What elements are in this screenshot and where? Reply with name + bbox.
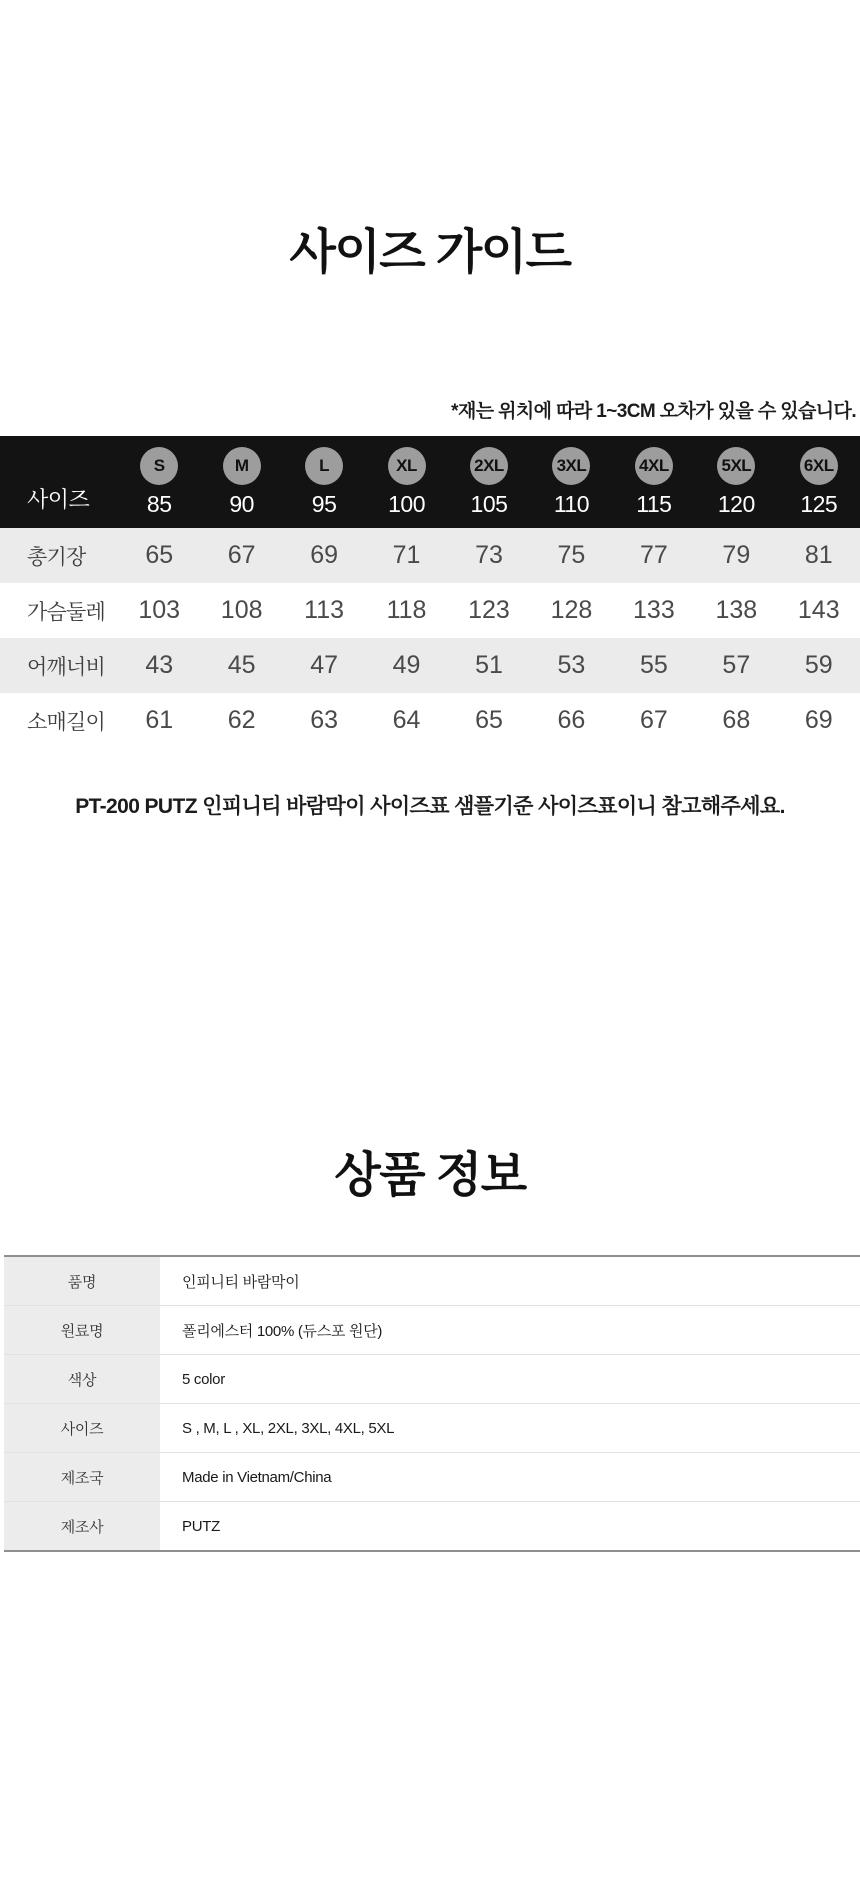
product-row — [4, 1306, 860, 1355]
product-row-label: 제조국 — [4, 1453, 160, 1501]
size-badge-label: L — [319, 456, 330, 475]
size-badge-label: 3XL — [556, 456, 587, 475]
product-row-value: 인피니티 바람막이 — [182, 1273, 300, 1291]
size-number: 100 — [388, 491, 425, 517]
row-value: 68 — [722, 706, 751, 734]
product-row-label: 원료명 — [4, 1306, 160, 1354]
size-number: 115 — [636, 491, 672, 517]
product-row-value: Made in Vietnam/China — [182, 1468, 332, 1486]
product-info-table — [4, 1255, 860, 1552]
row-value: 55 — [639, 651, 668, 679]
row-value: 133 — [633, 596, 675, 624]
product-row-value: S , M, L , XL, 2XL, 3XL, 4XL, 5XL — [182, 1419, 395, 1437]
size-column-header — [118, 436, 200, 528]
size-column-header — [778, 436, 860, 528]
product-row — [4, 1257, 860, 1306]
size-badge — [800, 447, 838, 485]
row-label: 어깨너비 — [27, 655, 105, 679]
size-column-header — [283, 436, 365, 528]
row-value: 65 — [475, 706, 503, 734]
size-column-header — [613, 436, 695, 528]
size-badge — [305, 447, 343, 485]
row-value: 118 — [386, 596, 427, 624]
measurement-row — [0, 583, 860, 638]
row-value: 43 — [145, 651, 174, 679]
row-value: 69 — [804, 706, 833, 734]
row-value: 103 — [138, 596, 181, 624]
size-column-header — [530, 436, 612, 528]
size-badge-label: M — [234, 456, 249, 475]
product-info-title: 상품 정보 — [334, 1149, 526, 1202]
row-value: 67 — [227, 541, 256, 569]
measure-tolerance-note: *재는 위치에 따라 1~3CM 오차가 있을 수 있습니다. — [451, 401, 856, 422]
row-label: 총기장 — [27, 545, 86, 569]
measurement-row — [0, 638, 860, 693]
size-column-header — [695, 436, 777, 528]
size-column-header — [448, 436, 530, 528]
size-number: 105 — [470, 491, 508, 517]
row-value: 66 — [557, 706, 586, 734]
row-label: 소매길이 — [27, 710, 105, 734]
size-badge-label: S — [153, 456, 165, 475]
row-value: 67 — [639, 706, 668, 734]
row-value: 113 — [304, 596, 345, 624]
size-badge-label: 5XL — [721, 456, 752, 475]
row-value: 45 — [227, 651, 256, 679]
product-row — [4, 1502, 860, 1550]
row-value: 79 — [722, 541, 751, 569]
size-table-header — [0, 436, 860, 528]
size-number: 110 — [553, 491, 590, 517]
product-row — [4, 1453, 860, 1502]
measurement-row — [0, 528, 860, 583]
size-badge — [635, 447, 673, 485]
row-value: 59 — [804, 651, 833, 679]
product-row — [4, 1355, 860, 1404]
row-value: 61 — [145, 706, 174, 734]
size-badge — [552, 447, 590, 485]
size-number: 90 — [229, 491, 254, 517]
row-value: 71 — [392, 541, 421, 569]
size-badge — [223, 447, 261, 485]
row-value: 51 — [475, 651, 503, 679]
size-number: 125 — [800, 491, 838, 517]
row-value: 138 — [715, 596, 758, 624]
size-header-label: 사이즈 — [27, 487, 90, 512]
size-badge — [470, 447, 508, 485]
size-badge-label: 2XL — [474, 456, 504, 475]
row-value: 62 — [227, 706, 256, 734]
row-label: 가슴둘레 — [27, 600, 105, 624]
size-badge — [717, 447, 755, 485]
row-value: 143 — [797, 596, 840, 624]
row-value: 128 — [550, 596, 593, 624]
size-column-header — [365, 436, 447, 528]
size-badge-label: XL — [396, 456, 417, 475]
row-value: 77 — [639, 541, 668, 569]
product-row-label: 사이즈 — [4, 1404, 160, 1452]
measurement-row — [0, 693, 860, 748]
row-value: 75 — [557, 541, 586, 569]
size-table-note: PT-200 PUTZ 인피니티 바람막이 사이즈표 샘플기준 사이즈표이니 참고해주세요. — [75, 795, 785, 818]
product-row-label: 제조사 — [4, 1502, 160, 1550]
product-row-label: 색상 — [4, 1355, 160, 1403]
row-value: 123 — [468, 596, 510, 624]
product-row — [4, 1404, 860, 1453]
product-row-label: 품명 — [4, 1257, 160, 1305]
row-value: 47 — [310, 651, 338, 679]
size-badge-label: 6XL — [803, 456, 834, 475]
size-badge-label: 4XL — [639, 456, 669, 475]
row-value: 81 — [804, 541, 833, 569]
size-column-header — [200, 436, 282, 528]
row-value: 57 — [722, 651, 751, 679]
row-value: 53 — [557, 651, 586, 679]
row-value: 64 — [392, 706, 421, 734]
size-guide-title: 사이즈 가이드 — [289, 226, 571, 279]
row-value: 49 — [392, 651, 421, 679]
size-table — [0, 436, 860, 748]
product-row-value: PUTZ — [182, 1517, 220, 1535]
product-row-value: 폴리에스터 100% (듀스포 원단) — [182, 1322, 383, 1340]
row-value: 73 — [475, 541, 503, 569]
size-number: 95 — [311, 491, 337, 517]
size-number: 120 — [717, 491, 755, 517]
row-value: 65 — [145, 541, 174, 569]
row-value: 108 — [220, 596, 263, 624]
size-number: 85 — [146, 491, 172, 517]
row-value: 63 — [310, 706, 338, 734]
size-badge — [388, 447, 426, 485]
size-badge — [140, 447, 178, 485]
product-row-value: 5 color — [182, 1370, 225, 1388]
row-value: 69 — [310, 541, 338, 569]
